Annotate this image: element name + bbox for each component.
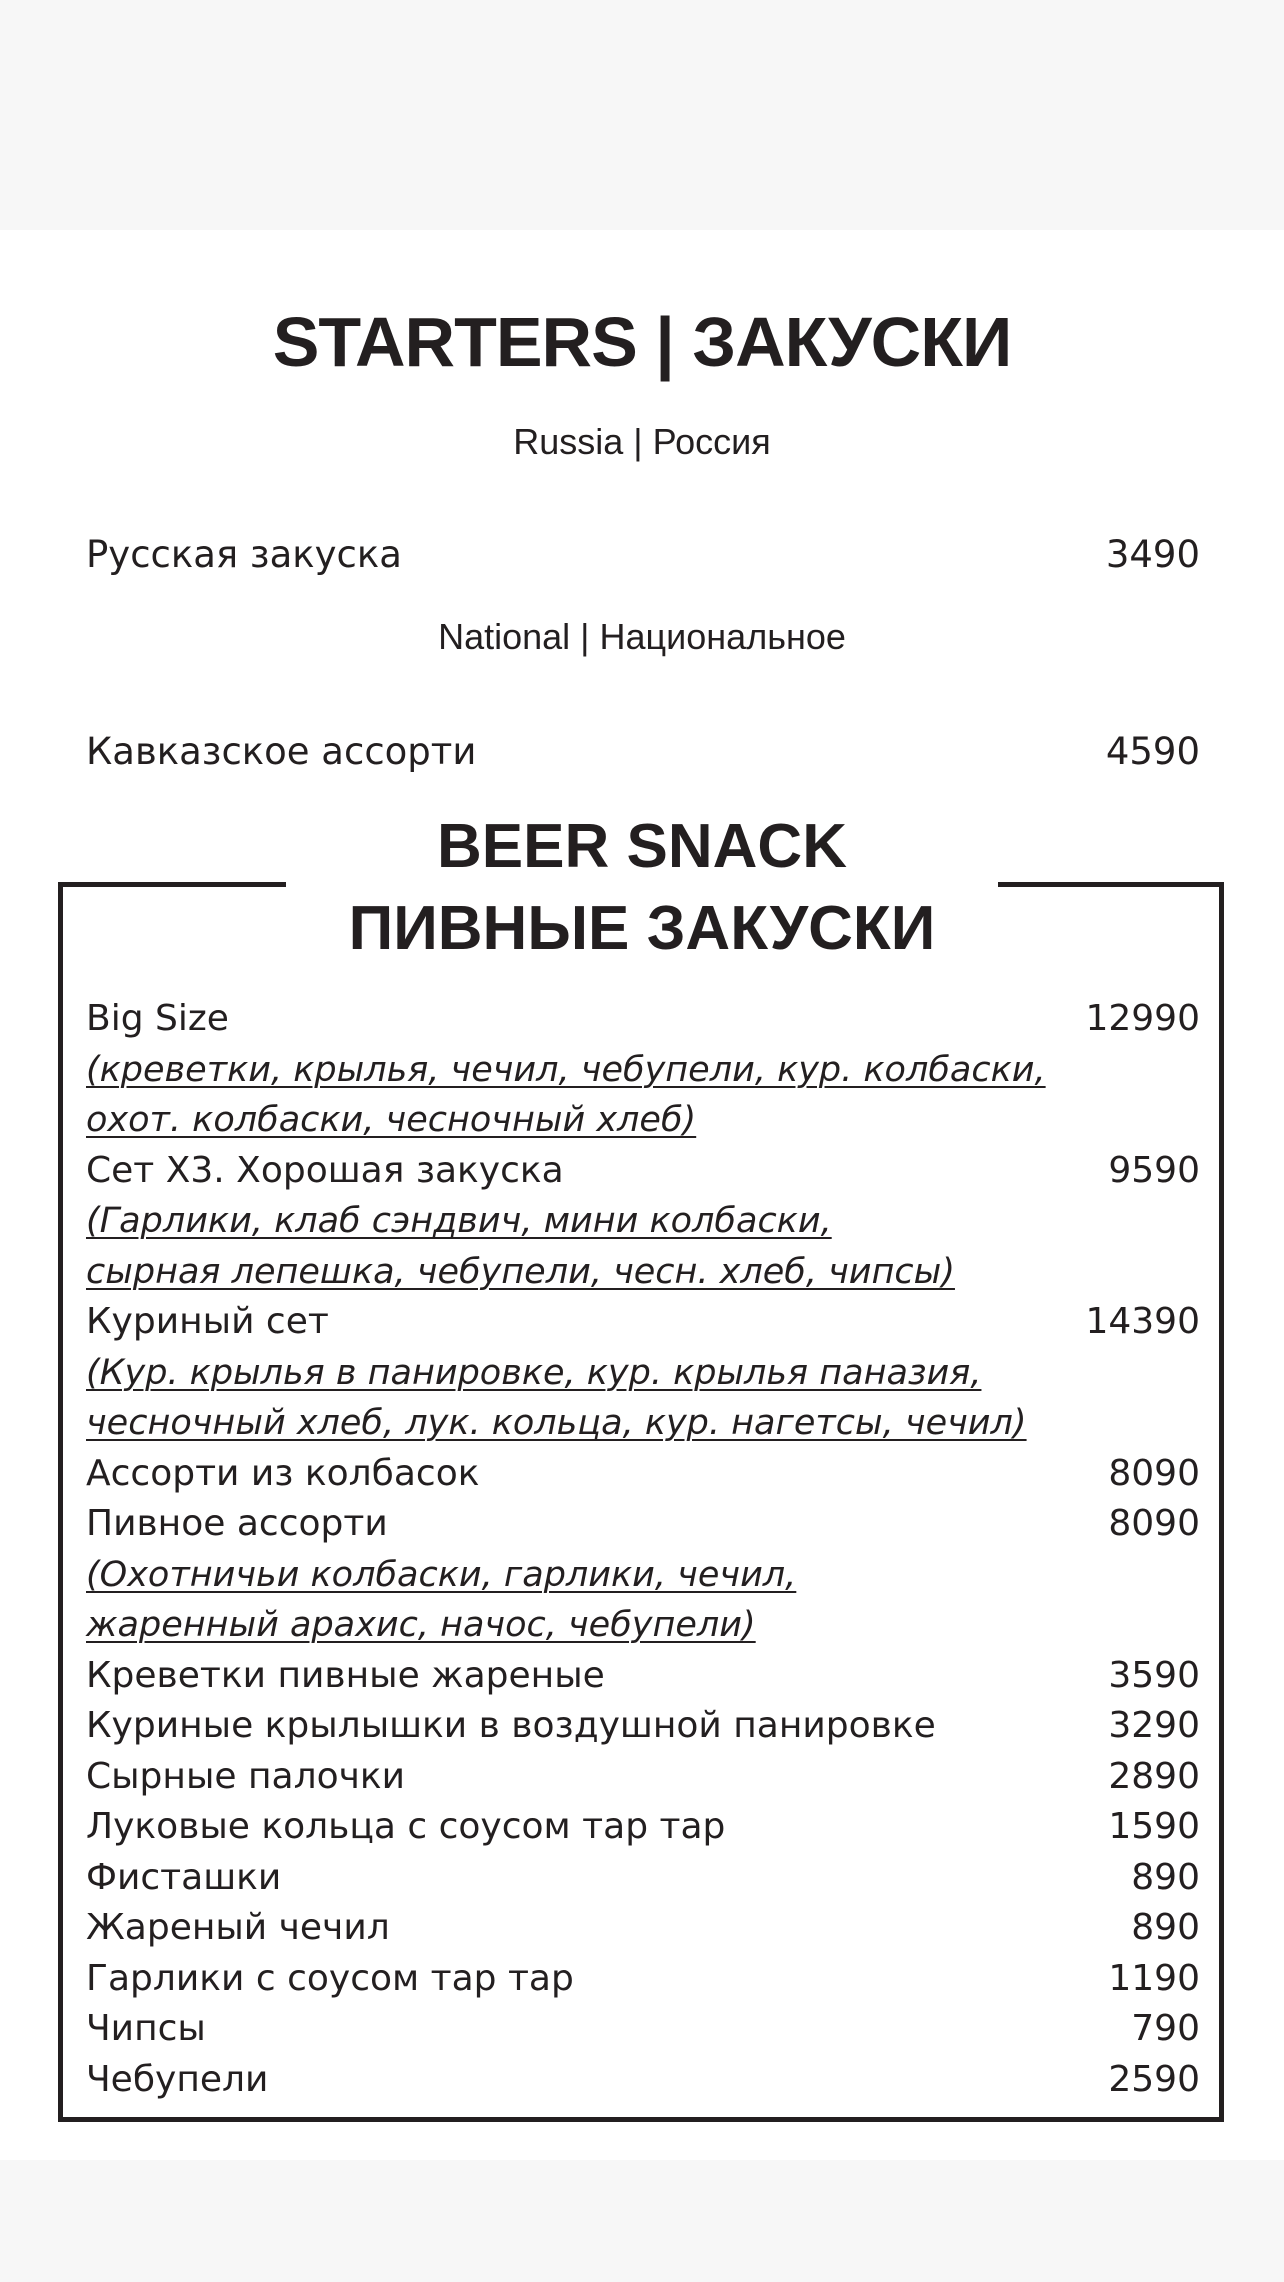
item-description-line: чесночный хлеб, лук. кольца, кур. нагетсы, чечил) — [86, 1403, 1027, 1443]
menu-item — [86, 2004, 1200, 2055]
menu-item — [86, 1853, 1200, 1904]
item-price: 8090 — [1108, 1503, 1200, 1544]
menu-item — [86, 2055, 1200, 2106]
item-description-line: жаренный арахис, начос, чебупели) — [86, 1605, 756, 1645]
item-name: Пивное ассорти — [86, 1503, 388, 1544]
menu-item-russkaya-zakuska — [86, 530, 1200, 580]
item-price: 3590 — [1108, 1654, 1200, 1696]
bottom-margin-band — [0, 2160, 1284, 2282]
item-price: 14390 — [1085, 1301, 1200, 1342]
item-name: Сет Х3. Хорошая закуска — [86, 1149, 564, 1191]
item-description-line: (Охотничьи колбаски, гарлики, чечил, — [86, 1554, 797, 1595]
beer-snack-title-ru: ПИВНЫЕ ЗАКУСКИ — [348, 894, 936, 963]
item-name: Чебупели — [86, 2058, 269, 2100]
national-section-label: National | Национальное — [438, 616, 846, 657]
menu-item-kavkazskoe-assorti — [86, 727, 1200, 777]
top-margin-band — [0, 0, 1284, 230]
item-name: Жареный чечил — [86, 1907, 390, 1948]
item-price: 3490 — [1105, 533, 1200, 576]
menu-item — [86, 1903, 1200, 1954]
item-description-line: (креветки, крылья, чечил, чебупели, кур. колбаски, — [86, 1049, 1046, 1090]
item-price: 9590 — [1108, 1149, 1200, 1191]
menu-item — [86, 1146, 1200, 1197]
item-price: 1190 — [1108, 1957, 1200, 1999]
item-description-line: сырная лепешка, чебупели, чесн. хлеб, чипсы) — [86, 1251, 955, 1292]
item-price: 890 — [1131, 1856, 1200, 1898]
item-price: 12990 — [1085, 998, 1200, 1039]
item-price: 8090 — [1108, 1452, 1200, 1494]
menu-item — [86, 1752, 1200, 1803]
menu-item — [86, 994, 1200, 1045]
item-description-line: (Кур. крылья в панировке, кур. крылья паназия, — [86, 1352, 982, 1393]
menu-item — [86, 1297, 1200, 1348]
menu-item — [86, 1499, 1200, 1550]
item-price: 2890 — [1108, 1755, 1200, 1797]
item-description-line: (Гарлики, клаб сэндвич, мини колбаски, — [86, 1201, 832, 1241]
russia-section-label: Russia | Россия — [513, 421, 771, 462]
menu-item — [86, 1651, 1200, 1702]
menu-item — [86, 1701, 1200, 1752]
beer-snack-title-en: BEER SNACK — [437, 812, 847, 881]
item-price: 2590 — [1108, 2058, 1200, 2100]
item-price: 890 — [1131, 1907, 1200, 1948]
menu-item — [86, 1802, 1200, 1853]
item-name: Ассорти из колбасок — [86, 1452, 480, 1494]
item-price: 790 — [1131, 2008, 1200, 2049]
item-name: Чипсы — [86, 2008, 206, 2049]
item-name: Big Size — [86, 998, 229, 1039]
menu-item — [86, 1449, 1200, 1500]
item-name: Кавказское ассорти — [86, 730, 477, 773]
menu-item — [86, 1954, 1200, 2005]
item-name: Русская закуска — [86, 533, 402, 576]
beer-snack-list — [86, 994, 1200, 2105]
starters-title: STARTERS | ЗАКУСКИ — [272, 303, 1012, 381]
item-price: 4590 — [1105, 730, 1200, 773]
item-name: Сырные палочки — [86, 1755, 406, 1797]
item-name: Фисташки — [86, 1856, 282, 1898]
item-name: Креветки пивные жареные — [86, 1654, 605, 1696]
item-name: Луковые кольца с соусом тар тар — [86, 1806, 726, 1847]
item-price: 3290 — [1108, 1705, 1200, 1746]
item-price: 1590 — [1108, 1806, 1200, 1847]
item-name: Куриный сет — [86, 1301, 329, 1342]
item-name: Куриные крылышки в воздушной панировке — [86, 1705, 936, 1746]
item-description-line: охот. колбаски, чесночный хлеб) — [86, 1100, 697, 1140]
item-name: Гарлики с соусом тар тар — [86, 1957, 574, 1999]
